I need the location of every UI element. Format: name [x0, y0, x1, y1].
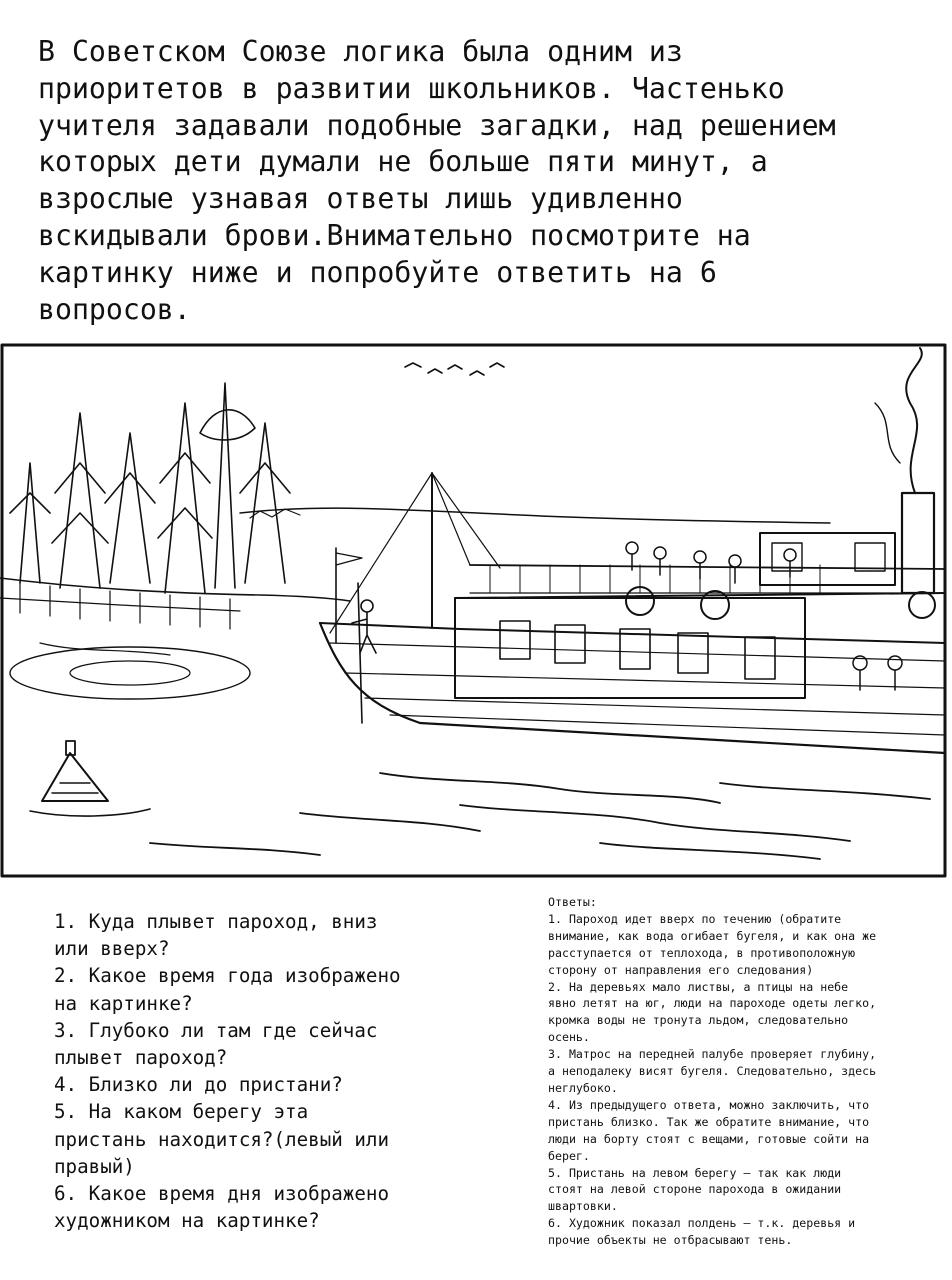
- answers-block: [548, 894, 940, 1249]
- answer-item: 6. Художник показал полдень — т.к. деревья и прочие объекты не отбрасывают тень.: [548, 1216, 856, 1248]
- question-item: 2. Какое время года изображено на картинке?: [54, 964, 401, 1015]
- question-item: 4. Близко ли до пристани?: [54, 1073, 343, 1097]
- question-item: 1. Куда плывет пароход, вниз или вверх?: [54, 910, 378, 961]
- question-item: 6. Какое время дня изображено художником на картинке?: [54, 1182, 390, 1233]
- steamboat-illustration: [0, 343, 952, 878]
- question-item: 5. На каком берегу эта пристань находится?(левый или правый): [54, 1100, 390, 1178]
- answer-item: 4. Из предыдущего ответа, можно заключить, что пристань близко. Так же обратите внимание, что люди на борту стоят с вещами, готовые сойти на берег.: [548, 1097, 870, 1163]
- questions-list: [54, 908, 454, 1234]
- answer-item: 1. Пароход идет вверх по течению (обратите внимание, как вода огибает бугеля, и как она же расступается от теплохода, в противоположную сторону от направления его следования): [548, 911, 877, 977]
- question-item: 3. Глубоко ли там где сейчас плывет пароход?: [54, 1018, 378, 1070]
- answer-item: 3. Матрос на передней палубе проверяет глубину, а неподалеку висят бугеля. Следовательно, здесь неглубоко.: [548, 1047, 877, 1095]
- answer-item: 2. На деревьях мало листвы, а птицы на небе явно летят на юг, люди на пароходе одеты легко, кромка воды не тронута льдом, следовательно осень.: [548, 979, 877, 1045]
- answer-item: 5. Пристань на левом берегу — так как люди стоят на левой стороне парохода в ожидании швартовки.: [548, 1165, 842, 1214]
- answers-title: Ответы:: [548, 895, 597, 909]
- intro-text: В Советском Союзе логика была одним из приоритетов в развитии школьников. Частенько учителя задавали подобные загадки, над решением которых дети думали не больше пяти минут, а взрослые узнавая ответы лишь удивленно вскидывали брови.Внимательно посмотрите на картинку ниже и попробуйте ответить на 6 вопросов.: [38, 35, 836, 326]
